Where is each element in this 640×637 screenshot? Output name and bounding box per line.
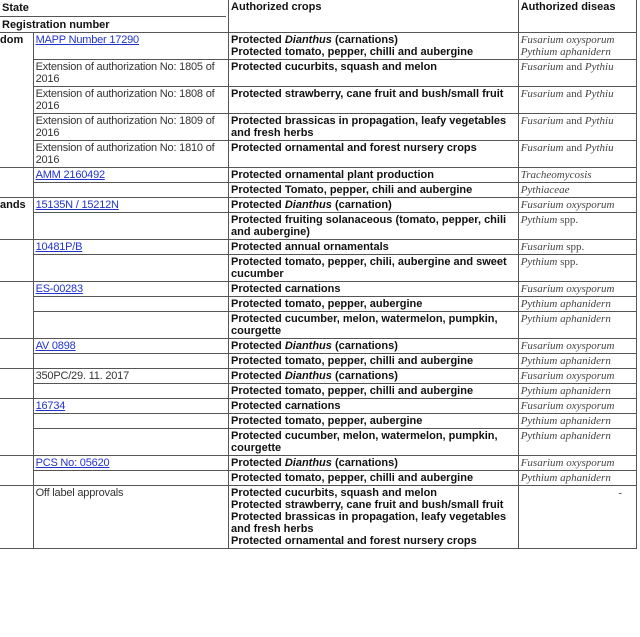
cell-line <box>521 214 634 226</box>
authorized-diseases-cell <box>518 33 636 60</box>
italic-text: Pythium aphanidern <box>520 355 611 367</box>
registration-cell <box>33 339 228 354</box>
header-row <box>0 0 637 33</box>
cell-line <box>231 430 516 454</box>
cell-line <box>521 34 634 46</box>
table-row <box>0 399 637 414</box>
authorized-diseases-cell <box>518 429 636 456</box>
text: Protected cucumber, melon, watermelon, pumpkin, courgette <box>231 430 498 454</box>
table-row <box>0 255 637 282</box>
text: (carnations) <box>331 34 398 46</box>
authorized-diseases-cell <box>518 87 636 114</box>
italic-text: Pythium aphanidern <box>520 472 611 484</box>
cell-line <box>521 46 634 58</box>
cell-line <box>231 499 516 511</box>
text: Protected brassicas in propagation, leafy vegetables and fresh herbs <box>231 115 507 139</box>
table-row <box>0 471 637 486</box>
authorized-crops-cell <box>229 168 519 183</box>
authorized-diseases-cell <box>518 339 636 354</box>
cell-line <box>231 313 516 337</box>
registration-cell <box>33 429 228 456</box>
state-cell <box>0 168 33 198</box>
cell-line <box>231 472 516 484</box>
text: Protected carnations <box>231 283 341 295</box>
authorized-crops-cell <box>229 297 519 312</box>
registration-cell <box>33 198 228 213</box>
cell-line <box>231 214 516 238</box>
italic-text: Fusarium <box>520 88 564 100</box>
text: and <box>563 142 585 154</box>
italic-text: Fusarium oxysporum <box>520 370 615 382</box>
italic-text: Pythium aphanidern <box>520 313 611 325</box>
italic-text: Tracheomycosis <box>520 169 592 181</box>
authorized-diseases-cell <box>518 369 636 384</box>
cell-line <box>521 400 634 412</box>
table-row <box>0 60 637 87</box>
authorized-diseases-cell <box>518 456 636 471</box>
authorized-diseases-cell <box>518 297 636 312</box>
italic-text: Fusarium oxysporum <box>520 199 615 211</box>
authorized-crops-cell <box>229 471 519 486</box>
italic-text: Pythium <box>520 214 558 226</box>
registration-cell <box>33 399 228 414</box>
text: Protected tomato, pepper, chili, aubergine and sweet cucumber <box>231 256 507 280</box>
text: spp. <box>563 241 585 253</box>
registration-cell <box>33 312 228 339</box>
text: spp. <box>557 256 579 268</box>
registration-cell: Extension of authorization No: 1809 of 2016 <box>33 114 228 141</box>
table-row <box>0 354 637 369</box>
italic-text: Pythium aphanidern <box>520 385 611 397</box>
authorized-crops-cell <box>229 114 519 141</box>
authorized-crops-cell <box>229 429 519 456</box>
cell-line <box>521 199 634 211</box>
cell-line <box>231 142 516 154</box>
italic-text: Pythium aphanidern <box>520 415 611 427</box>
registration-cell <box>33 456 228 471</box>
text: Protected ornamental plant production <box>231 169 434 181</box>
authorized-diseases-cell <box>518 414 636 429</box>
authorized-crops-cell <box>229 282 519 297</box>
registration-cell <box>33 240 228 255</box>
cell-line <box>231 340 516 352</box>
cell-line <box>521 385 634 397</box>
text: Protected <box>231 370 285 382</box>
cell-line <box>521 370 634 382</box>
registration-cell <box>33 282 228 297</box>
text: Protected brassicas in propagation, leafy vegetables and fresh herbs <box>231 511 507 535</box>
authorized-crops-cell <box>229 414 519 429</box>
italic-text: Pythium aphanidern <box>520 298 611 310</box>
text: Protected tomato, pepper, aubergine <box>231 415 423 427</box>
registration-cell <box>33 33 228 60</box>
authorized-crops-cell <box>229 33 519 60</box>
italic-text: Dianthus <box>284 340 332 352</box>
text: and <box>563 88 585 100</box>
text: Protected <box>231 340 285 352</box>
cell-line <box>521 142 634 154</box>
cell-line <box>521 313 634 325</box>
italic-text: Fusarium oxysporum <box>520 34 615 46</box>
cell-line <box>521 169 634 181</box>
registration-cell: Extension of authorization No: 1808 of 2016 <box>33 87 228 114</box>
registration-link[interactable]: 16734 <box>35 400 66 412</box>
authorized-crops-cell <box>229 354 519 369</box>
italic-text: Dianthus <box>284 370 332 382</box>
cell-line <box>231 61 516 73</box>
text: Protected fruiting solanaceous (tomato, pepper, chili and aubergine) <box>231 214 507 238</box>
text: Protected tomato, pepper, aubergine <box>231 298 423 310</box>
cell-line <box>231 415 516 427</box>
table-row <box>0 168 637 183</box>
italic-text: Pythium <box>520 256 558 268</box>
registration-link[interactable]: ES-00283 <box>35 283 83 295</box>
table-row <box>0 87 637 114</box>
table-row <box>0 414 637 429</box>
text: Protected strawberry, cane fruit and bush/small fruit <box>231 88 504 100</box>
table-row <box>0 369 637 384</box>
table-row <box>0 183 637 198</box>
text: Protected <box>231 457 285 469</box>
authorized-crops-cell <box>229 456 519 471</box>
authorized-diseases-cell <box>518 354 636 369</box>
cell-line <box>521 241 634 253</box>
italic-text: Pythium aphanidern <box>520 46 611 58</box>
cell-line <box>231 400 516 412</box>
cell-line <box>231 385 516 397</box>
text: (carnation) <box>331 199 392 211</box>
text: Protected cucumber, melon, watermelon, pumpkin, courgette <box>231 313 498 337</box>
text: (carnations) <box>331 370 398 382</box>
text: Protected tomato, pepper, chilli and aubergine <box>231 385 474 397</box>
table-row <box>0 339 637 354</box>
text: (carnations) <box>331 457 398 469</box>
text: - <box>618 487 622 499</box>
authorized-diseases-cell <box>518 60 636 87</box>
authorized-crops-cell <box>229 384 519 399</box>
table-row <box>0 114 637 141</box>
italic-text: Pythiu <box>584 61 614 73</box>
text: Protected ornamental and forest nursery crops <box>231 142 477 154</box>
italic-text: Dianthus <box>284 199 332 211</box>
cell-line <box>521 184 634 196</box>
cell-line <box>521 88 634 100</box>
authorized-diseases-cell <box>518 471 636 486</box>
italic-text: Fusarium oxysporum <box>520 400 615 412</box>
authorized-crops-cell <box>229 60 519 87</box>
authorized-diseases-cell <box>518 255 636 282</box>
registration-cell <box>33 255 228 282</box>
cell-line <box>231 487 516 499</box>
registration-cell <box>33 183 228 198</box>
authorized-crops-cell <box>229 198 519 213</box>
cell-line <box>521 415 634 427</box>
italic-text: Fusarium <box>520 241 564 253</box>
registration-cell: Off label approvals <box>33 486 228 549</box>
cell-line <box>521 472 634 484</box>
authorized-crops-cell <box>229 141 519 168</box>
authorized-crops-cell <box>229 369 519 384</box>
registration-link[interactable]: PCS No: 05620 <box>35 457 110 469</box>
registration-cell <box>33 297 228 312</box>
table-row <box>0 240 637 255</box>
text: Protected carnations <box>231 400 341 412</box>
registration-cell: 350PC/29. 11. 2017 <box>33 369 228 384</box>
italic-text: Pythium aphanidern <box>520 430 611 442</box>
table-row <box>0 384 637 399</box>
authorized-crops-cell <box>229 399 519 414</box>
authorized-crops-cell <box>229 213 519 240</box>
authorized-diseases-cell <box>518 384 636 399</box>
state-cell: dom <box>0 33 33 168</box>
state-cell <box>0 486 33 549</box>
italic-text: Pythiu <box>584 142 614 154</box>
italic-text: Fusarium oxysporum <box>520 283 615 295</box>
cell-line <box>521 298 634 310</box>
cell-line <box>231 256 516 280</box>
table-row <box>0 213 637 240</box>
registration-cell <box>33 213 228 240</box>
text: spp. <box>557 214 579 226</box>
text: (carnations) <box>331 340 398 352</box>
table-row <box>0 282 637 297</box>
cell-line <box>521 61 634 73</box>
cell-line <box>521 355 634 367</box>
state-cell <box>0 282 33 339</box>
cell-line <box>231 298 516 310</box>
cell-line <box>231 169 516 181</box>
header-registration-number: Registration number <box>2 19 110 31</box>
authorized-diseases-cell <box>518 168 636 183</box>
authorized-diseases-cell <box>518 198 636 213</box>
authorized-crops-cell <box>229 339 519 354</box>
cell-line <box>231 283 516 295</box>
registration-cell <box>33 354 228 369</box>
state-cell <box>0 339 33 369</box>
cell-line <box>231 355 516 367</box>
italic-text: Pythiaceae <box>520 184 570 196</box>
text: Protected tomato, pepper, chilli and aubergine <box>231 472 474 484</box>
registration-link[interactable]: 10481P/B <box>35 241 83 253</box>
state-cell <box>0 369 33 399</box>
header-authorized-crops: Authorized crops <box>229 0 519 33</box>
text: Protected Tomato, pepper, chili and aubergine <box>231 184 473 196</box>
table-row <box>0 198 637 213</box>
cell-line <box>231 184 516 196</box>
italic-text: Dianthus <box>284 457 332 469</box>
cell-line <box>231 88 516 100</box>
authorized-crops-cell <box>229 183 519 198</box>
text: Protected tomato, pepper, chilli and aubergine <box>231 355 474 367</box>
text: Protected ornamental and forest nursery crops <box>231 535 477 547</box>
authorized-diseases-cell <box>518 282 636 297</box>
authorized-diseases-cell <box>518 114 636 141</box>
cell-line <box>231 115 516 139</box>
authorized-crops-cell <box>229 312 519 339</box>
header-state: State <box>0 1 226 17</box>
authorized-diseases-cell <box>518 213 636 240</box>
cell-line <box>231 370 516 382</box>
text: Protected strawberry, cane fruit and bush/small fruit <box>231 499 504 511</box>
italic-text: Fusarium <box>520 61 564 73</box>
italic-text: Fusarium <box>520 115 564 127</box>
authorized-diseases-cell <box>518 141 636 168</box>
table-row <box>0 456 637 471</box>
state-cell <box>0 399 33 456</box>
italic-text: Fusarium oxysporum <box>520 457 615 469</box>
text: Protected <box>231 199 285 211</box>
italic-text: Fusarium oxysporum <box>520 340 615 352</box>
authorized-diseases-cell <box>518 486 636 549</box>
registration-link[interactable]: AV 0898 <box>35 340 76 352</box>
authorized-crops-cell <box>229 255 519 282</box>
authorized-crops-cell <box>229 240 519 255</box>
text: Protected annual ornamentals <box>231 241 389 253</box>
table-row <box>0 486 637 549</box>
text: Protected cucurbits, squash and melon <box>231 487 438 499</box>
authorized-diseases-cell <box>518 240 636 255</box>
cell-line <box>521 430 634 442</box>
registration-link[interactable]: 15135N / 15212N <box>35 199 119 211</box>
table-row <box>0 141 637 168</box>
table-row <box>0 33 637 60</box>
text: Protected cucurbits, squash and melon <box>231 61 438 73</box>
cell-line <box>231 511 516 535</box>
state-cell: ands <box>0 198 33 240</box>
cell-line <box>521 256 634 268</box>
registration-cell: Extension of authorization No: 1810 of 2016 <box>33 141 228 168</box>
italic-text: Pythiu <box>584 115 614 127</box>
authorized-diseases-cell <box>518 183 636 198</box>
state-cell <box>0 456 33 486</box>
header-state-registration <box>0 0 229 33</box>
table-row <box>0 297 637 312</box>
authorized-crops-cell <box>229 486 519 549</box>
cell-line <box>231 199 516 211</box>
state-cell <box>0 240 33 282</box>
cell-line <box>231 535 516 547</box>
registration-link[interactable]: MAPP Number 17290 <box>35 34 139 46</box>
header-authorized-diseases: Authorized diseas <box>518 0 636 33</box>
cell-line <box>521 283 634 295</box>
registration-cell <box>33 384 228 399</box>
table-row <box>0 429 637 456</box>
text: Protected tomato, pepper, chilli and aubergine <box>231 46 474 58</box>
authorized-crops-cell <box>229 87 519 114</box>
italic-text: Fusarium <box>520 142 564 154</box>
table-row <box>0 312 637 339</box>
cell-line <box>231 457 516 469</box>
registration-link[interactable]: AMM 2160492 <box>35 169 105 181</box>
text: and <box>563 61 585 73</box>
registration-cell <box>33 414 228 429</box>
cell-line <box>521 487 622 499</box>
italic-text: Pythiu <box>584 88 614 100</box>
registration-cell <box>33 471 228 486</box>
cell-line <box>521 340 634 352</box>
cell-line <box>231 34 516 46</box>
cell-line <box>521 457 634 469</box>
cell-line <box>231 46 516 58</box>
text: Protected <box>231 34 285 46</box>
registration-cell: Extension of authorization No: 1805 of 2016 <box>33 60 228 87</box>
cell-line <box>231 241 516 253</box>
registration-cell <box>33 168 228 183</box>
authorized-diseases-cell <box>518 399 636 414</box>
cell-line <box>521 115 634 127</box>
authorized-diseases-cell <box>518 312 636 339</box>
italic-text: Dianthus <box>284 34 332 46</box>
text: and <box>563 115 585 127</box>
